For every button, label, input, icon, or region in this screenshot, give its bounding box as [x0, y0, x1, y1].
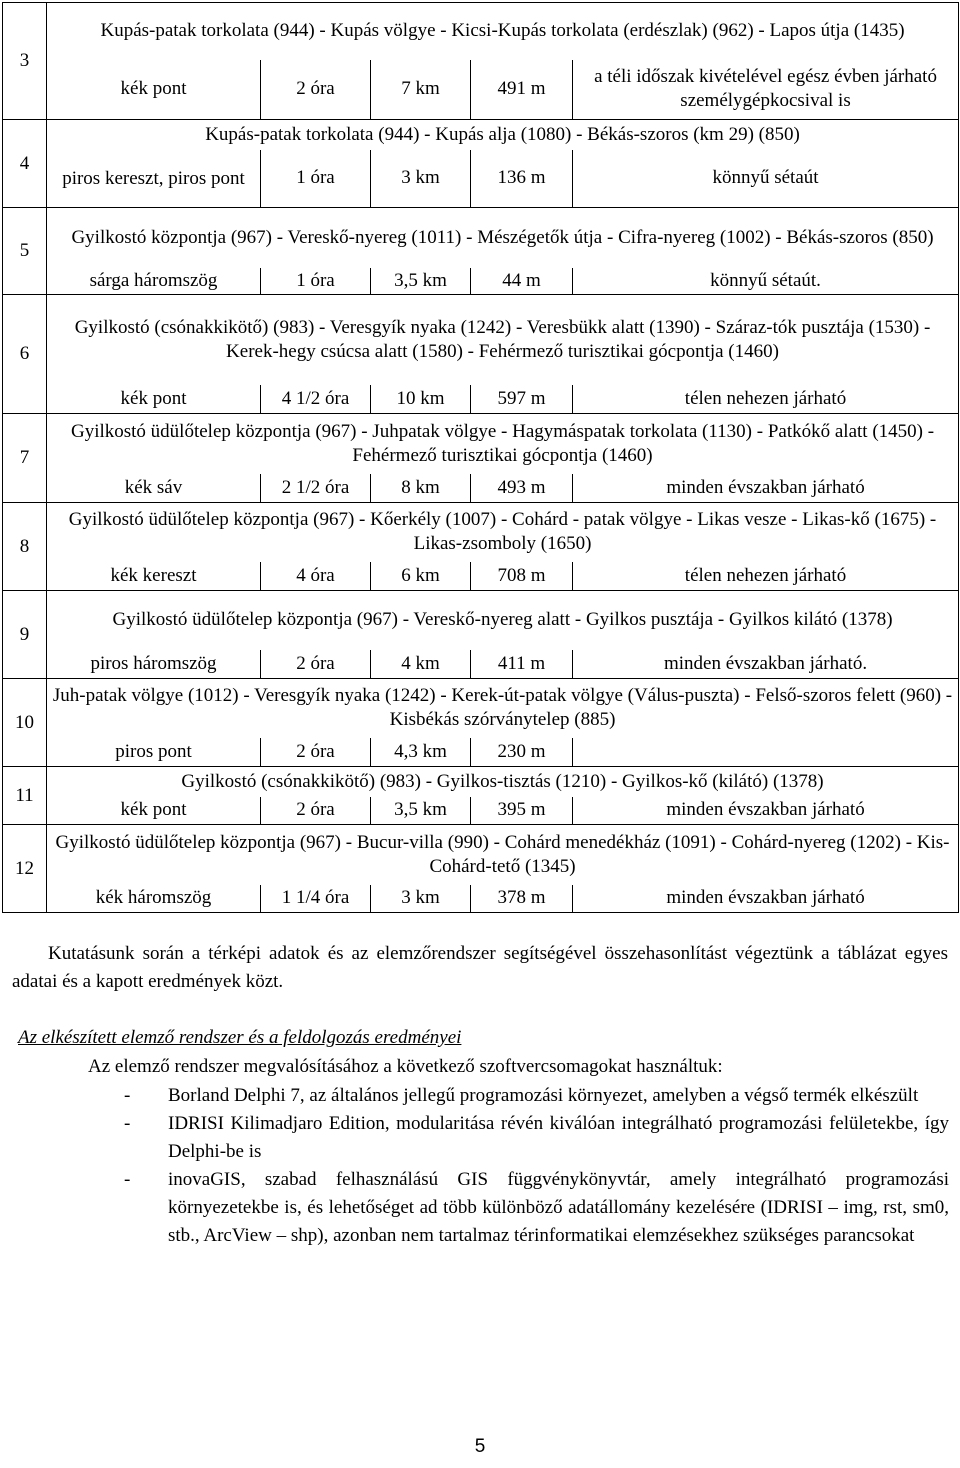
elevation-gain: 708 m [471, 562, 573, 591]
accessibility-note: minden évszakban járható [573, 885, 959, 913]
route-description: Gyilkostó üdülőtelep központja (967) - Bucur-villa (990) - Cohárd menedékház (1091) - Cohárd-nyereg (1202) - Kis-Cohárd-tető (1345) [47, 825, 959, 885]
table-row [3, 562, 959, 591]
table-row [3, 3, 959, 60]
distance: 3 km [371, 885, 471, 913]
distance: 8 km [371, 474, 471, 503]
accessibility-note [573, 738, 959, 767]
row-number: 7 [3, 414, 47, 503]
walk-time: 1 óra [261, 150, 371, 208]
distance: 3,5 km [371, 797, 471, 825]
row-number: 9 [3, 591, 47, 679]
accessibility-note: minden évszakban járható [573, 797, 959, 825]
walk-time: 2 1/2 óra [261, 474, 371, 503]
route-description: Gyilkostó (csónakkikötő) (983) - Gyilkos-tisztás (1210) - Gyilkos-kő (kilátó) (1378) [47, 767, 959, 797]
trail-marking: kék sáv [47, 474, 261, 503]
table-row [3, 295, 959, 385]
table-row [3, 503, 959, 562]
accessibility-note: minden évszakban járható. [573, 650, 959, 679]
table-row [3, 414, 959, 474]
trail-marking: piros kereszt, piros pont [47, 150, 261, 208]
distance: 7 km [371, 60, 471, 120]
table-row [3, 650, 959, 679]
walk-time: 4 1/2 óra [261, 385, 371, 414]
row-number: 11 [3, 767, 47, 825]
elevation-gain: 411 m [471, 650, 573, 679]
trail-marking: piros háromszög [47, 650, 261, 679]
research-paragraph: Kutatásunk során a térképi adatok és az elemzőrendszer segítségével összehasonlítást végeztünk a táblázat egyes adatai és a kapott eredmények közt. [12, 943, 948, 992]
list-item: - Borland Delphi 7, az általános jellegű programozási környezet, amelyben a végső termék elkészült [124, 1082, 949, 1110]
trail-marking: piros pont [47, 738, 261, 767]
route-description: Gyilkostó üdülőtelep központja (967) - Kőerkély (1007) - Cohárd - patak völgye - Likas vesze - Likas-kő (1675) - Likas-zsomboly (1650) [47, 503, 959, 562]
row-number: 4 [3, 120, 47, 208]
route-description: Juh-patak völgye (1012) - Veresgyík nyaka (1242) - Kerek-út-patak völgye (Válus-puszta) - Felső-szoros felett (960) - Kisbékás szórványtelep (885) [47, 679, 959, 738]
distance: 10 km [371, 385, 471, 414]
table-row [3, 591, 959, 650]
accessibility-note: könnyű sétaút [573, 150, 959, 208]
trail-table [2, 2, 959, 913]
row-number: 8 [3, 503, 47, 591]
walk-time: 4 óra [261, 562, 371, 591]
accessibility-note: minden évszakban járható [573, 474, 959, 503]
list-item: - IDRISI Kilimadjaro Edition, modularitása révén kiválóan integrálható programozási felületekbe, így Delphi-be is [124, 1110, 949, 1166]
table-row [3, 679, 959, 738]
table-row [3, 474, 959, 503]
route-description: Gyilkostó üdülőtelep központja (967) - Vereskő-nyereg alatt - Gyilkos pusztája - Gyilkos kilátó (1378) [47, 591, 959, 650]
walk-time: 2 óra [261, 797, 371, 825]
row-number: 5 [3, 208, 47, 295]
trail-marking: kék pont [47, 385, 261, 414]
table-row [3, 60, 959, 120]
elevation-gain: 597 m [471, 385, 573, 414]
route-description: Gyilkostó (csónakkikötő) (983) - Veresgyík nyaka (1242) - Veresbükk alatt (1390) - Száraz-tók pusztája (1530) - Kerek-hegy csúcsa alatt (1580) - Fehérmező turisztikai gócpontja (1460) [47, 295, 959, 385]
walk-time: 2 óra [261, 738, 371, 767]
distance: 6 km [371, 562, 471, 591]
elevation-gain: 136 m [471, 150, 573, 208]
elevation-gain: 491 m [471, 60, 573, 120]
distance: 3 km [371, 150, 471, 208]
trail-marking: kék kereszt [47, 562, 261, 591]
distance: 4,3 km [371, 738, 471, 767]
row-number: 3 [3, 3, 47, 120]
page-number: 5 [474, 1436, 486, 1457]
list-item: - inovaGIS, szabad felhasználású GIS függvénykönyvtár, amely integrálható programozási környezetekbe is, és lehetőséget ad több különböző adatállomány kezelésére (IDRISI – img, rst, sm0, stb., ArcView – shp), azonban nem tartalmaz térinformatikai elemzésekhez szükséges parancsokat [124, 1166, 949, 1250]
table-row [3, 268, 959, 295]
section-heading: Az elkészített elemző rendszer és a feldolgozás eredményei [18, 1027, 462, 1048]
walk-time: 2 óra [261, 60, 371, 120]
walk-time: 2 óra [261, 650, 371, 679]
trail-marking: kék pont [47, 797, 261, 825]
elevation-gain: 493 m [471, 474, 573, 503]
table-row [3, 825, 959, 885]
row-number: 10 [3, 679, 47, 767]
table-row [3, 738, 959, 767]
elevation-gain: 44 m [471, 268, 573, 295]
distance: 3,5 km [371, 268, 471, 295]
trail-marking: sárga háromszög [47, 268, 261, 295]
trail-marking: kék pont [47, 60, 261, 120]
table-row [3, 208, 959, 268]
route-description: Kupás-patak torkolata (944) - Kupás alja (1080) - Békás-szoros (km 29) (850) [47, 120, 959, 150]
elevation-gain: 395 m [471, 797, 573, 825]
accessibility-note: könnyű sétaút. [573, 268, 959, 295]
accessibility-note: télen nehezen járható [573, 562, 959, 591]
table-row [3, 885, 959, 913]
trail-marking: kék háromszög [47, 885, 261, 913]
walk-time: 1 óra [261, 268, 371, 295]
walk-time: 1 1/4 óra [261, 885, 371, 913]
row-number: 6 [3, 295, 47, 414]
elevation-gain: 230 m [471, 738, 573, 767]
elevation-gain: 378 m [471, 885, 573, 913]
table-row [3, 767, 959, 797]
software-list [124, 1082, 949, 1250]
route-description: Kupás-patak torkolata (944) - Kupás völgye - Kicsi-Kupás torkolata (erdészlak) (962) - Lapos útja (1435) [47, 3, 959, 60]
route-description: Gyilkostó központja (967) - Vereskő-nyereg (1011) - Mészégetők útja - Cifra-nyereg (1002) - Békás-szoros (850) [47, 208, 959, 268]
table-row [3, 797, 959, 825]
intro-sentence: Az elemző rendszer megvalósításához a következő szoftvercsomagokat használtuk: [88, 1056, 723, 1077]
table-row [3, 385, 959, 414]
route-description: Gyilkostó üdülőtelep központja (967) - Juhpatak völgye - Hagymáspatak torkolata (1130) - Patkókő alatt (1450) - Fehérmező turisztikai gócpontja (1460) [47, 414, 959, 474]
table-row [3, 150, 959, 208]
row-number: 12 [3, 825, 47, 913]
accessibility-note: télen nehezen járható [573, 385, 959, 414]
accessibility-note: a téli időszak kivételével egész évben járható személygépkocsival is [573, 60, 959, 120]
distance: 4 km [371, 650, 471, 679]
table-row [3, 120, 959, 150]
